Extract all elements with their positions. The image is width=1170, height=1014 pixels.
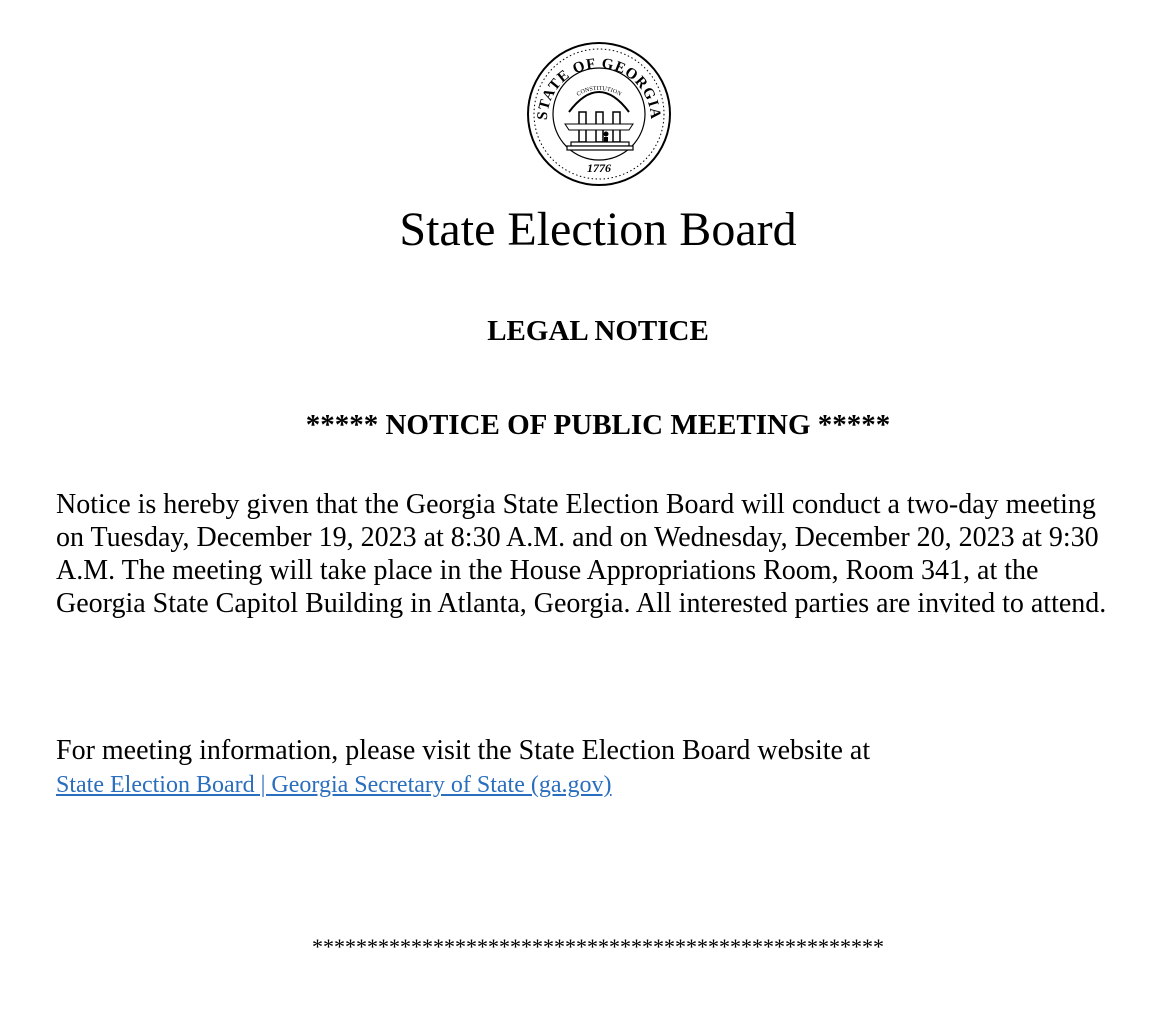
page-title: State Election Board [399, 203, 797, 256]
svg-text:1776: 1776 [587, 161, 611, 175]
seal-graphic [525, 42, 673, 187]
georgia-state-seal [525, 42, 673, 187]
legal-notice-heading: LEGAL NOTICE [487, 315, 709, 347]
meeting-notice-paragraph: Notice is hereby given that the Georgia State Election Board will conduct a two-day meeting on Tuesday, December 19, 2023 at 8:30 A.M. and on Wednesday, December 20, 2023 at 9:30 A.M. The meeting will take place in the House Appropriations Room, Room 341, at the Georgia State Capitol Building in Atlanta, Georgia. All interested parties are invited to attend. [56, 489, 1107, 619]
svg-text:STATE OF GEORGIA: STATE OF GEORGIA [534, 55, 664, 121]
public-meeting-heading: ***** NOTICE OF PUBLIC MEETING ***** [305, 409, 891, 441]
state-election-board-link[interactable]: State Election Board | Georgia Secretary of State (ga.gov) [56, 772, 612, 798]
meeting-info-paragraph [56, 734, 906, 802]
meeting-info-text: For meeting information, please visit the State Election Board website at [56, 735, 871, 766]
asterisk-divider: **************************************************** [312, 934, 884, 959]
svg-text:CONSTITUTION: CONSTITUTION [575, 85, 623, 98]
